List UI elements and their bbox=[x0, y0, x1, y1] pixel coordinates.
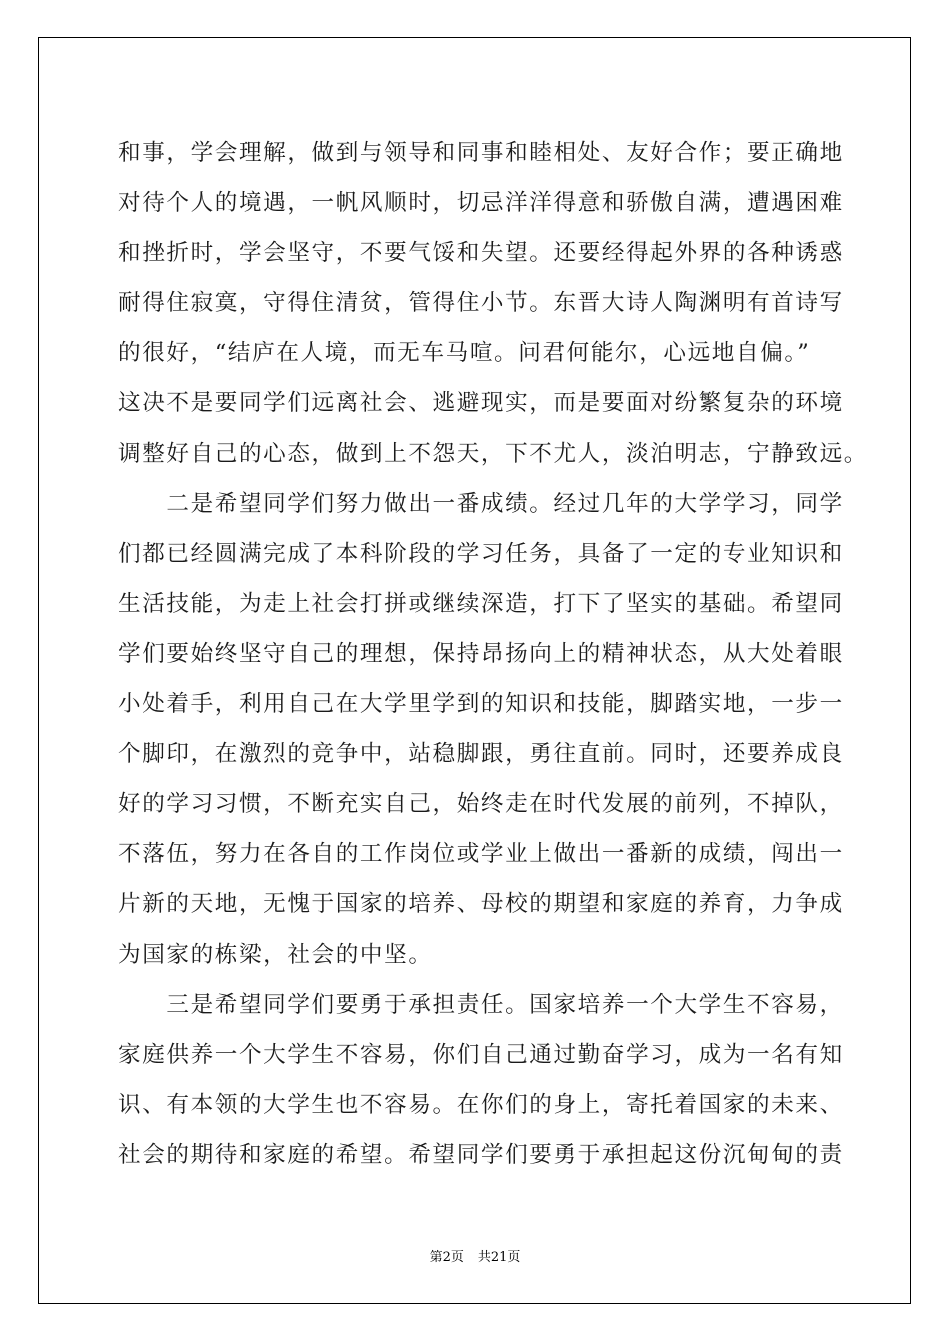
text-line: 好的学习习惯，不断充实自己，始终走在时代发展的前列，不掉队， bbox=[118, 791, 844, 818]
text-line: 对待个人的境遇，一帆风顺时，切忌洋洋得意和骄傲自满，遭遇困难 bbox=[118, 190, 844, 217]
text-line: 个脚印，在激烈的竞争中，站稳脚跟，勇往直前。同时，还要养成良 bbox=[118, 741, 844, 768]
text-line: 二是希望同学们努力做出一番成绩。经过几年的大学学习，同学 bbox=[118, 490, 844, 517]
text-line: 小处着手，利用自己在大学里学到的知识和技能，脚踏实地，一步一 bbox=[118, 691, 844, 718]
text-line: 片新的天地，无愧于国家的培养、母校的期望和家庭的养育，力争成 bbox=[118, 891, 844, 918]
text-line: 和事，学会理解，做到与领导和同事和睦相处、友好合作；要正确地 bbox=[118, 140, 844, 166]
text-line: 社会的期待和家庭的希望。希望同学们要勇于承担起这份沉甸甸的责 bbox=[118, 1141, 844, 1168]
text-line: 调整好自己的心态，做到上不怨天，下不尤人，淡泊明志，宁静致远。 bbox=[118, 440, 869, 467]
text-line: 生活技能，为走上社会打拼或继续深造，打下了坚实的基础。希望同 bbox=[118, 590, 844, 617]
text-line: 家庭供养一个大学生不容易，你们自己通过勤奋学习，成为一名有知 bbox=[118, 1041, 844, 1068]
text-line: 这决不是要同学们远离社会、逃避现实，而是要面对纷繁复杂的环境 bbox=[118, 390, 844, 417]
text-line: 和挫折时，学会坚守，不要气馁和失望。还要经得起外界的各种诱惑 bbox=[118, 240, 844, 267]
text-line: 识、有本领的大学生也不容易。在你们的身上，寄托着国家的未来、 bbox=[118, 1091, 844, 1118]
document-body bbox=[118, 128, 869, 1180]
text-line: 学们要始终坚守自己的理想，保持昂扬向上的精神状态，从大处着眼 bbox=[118, 640, 844, 667]
text-line: 三是希望同学们要勇于承担责任。国家培养一个大学生不容易， bbox=[118, 991, 844, 1018]
page-total: 共21页 bbox=[477, 1250, 521, 1265]
text-line: 们都已经圆满完成了本科阶段的学习任务，具备了一定的专业知识和 bbox=[118, 540, 844, 567]
text-line: 耐得住寂寞，守得住清贫，管得住小节。东晋大诗人陶渊明有首诗写 bbox=[118, 290, 844, 317]
text-line: 不落伍，努力在各自的工作岗位或学业上做出一番新的成绩，闯出一 bbox=[118, 841, 844, 868]
page-footer bbox=[0, 1246, 950, 1265]
page-number: 第2页 bbox=[429, 1250, 464, 1265]
text-line: 的很好，“结庐在人境，而无车马喧。问君何能尔，心远地自偏。” bbox=[118, 340, 811, 367]
text-line: 为国家的栋梁，社会的中坚。 bbox=[118, 941, 433, 968]
